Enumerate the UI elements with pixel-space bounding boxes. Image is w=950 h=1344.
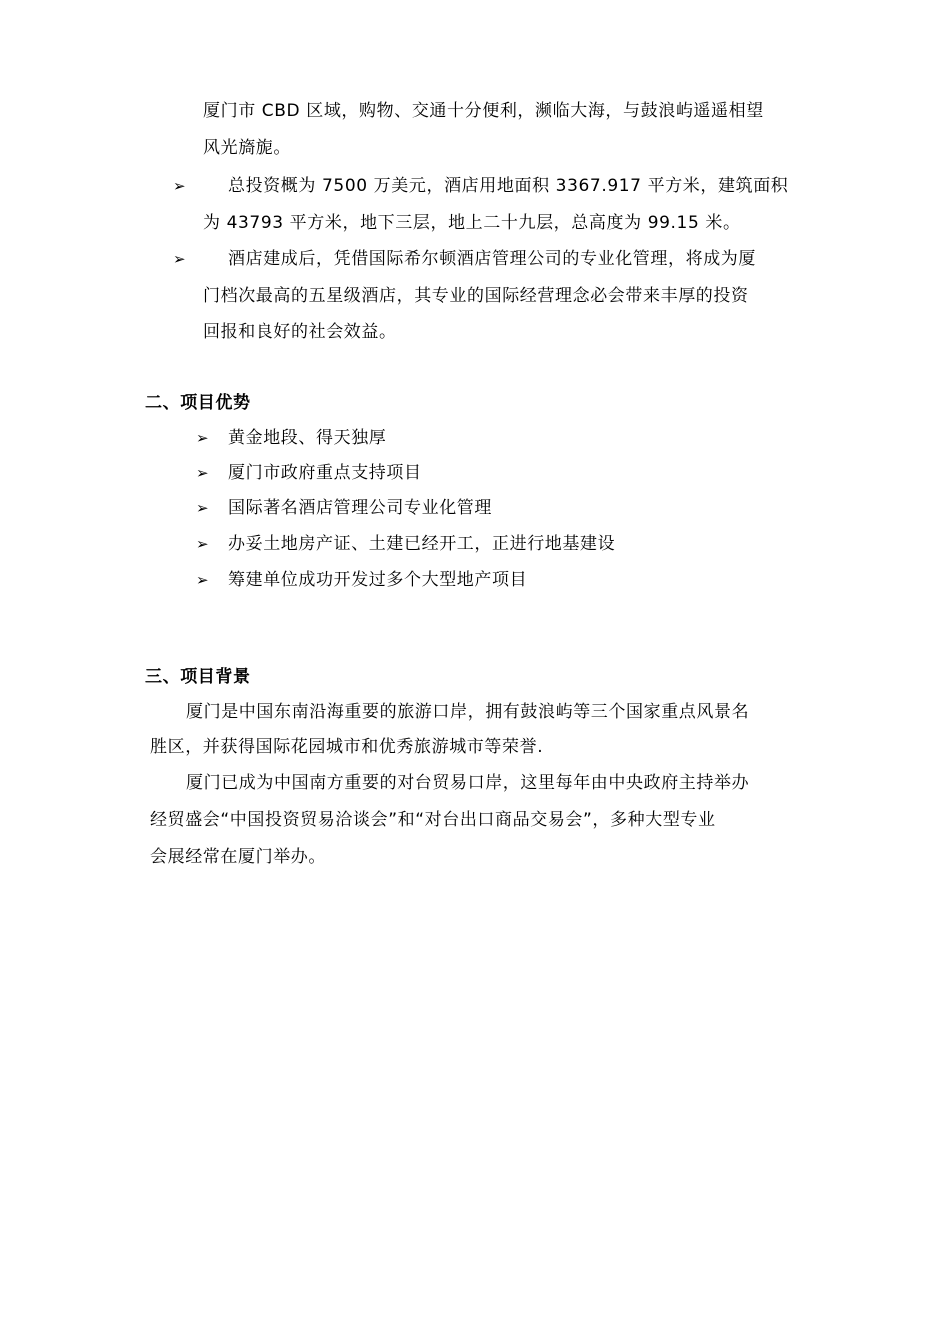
section-heading: 三、项目背景	[145, 667, 251, 687]
background-paragraph-line: 胜区，并获得国际花园城市和优秀旅游城市等荣誉.	[150, 737, 544, 757]
overview-item-line: 回报和良好的社会效益。	[203, 322, 397, 342]
overview-item-line: 酒店建成后，凭借国际希尔顿酒店管理公司的专业化管理，将成为厦	[228, 249, 756, 269]
advantage-item: 黄金地段、得天独厚	[228, 428, 387, 448]
arrow-bullet-icon: ➢	[196, 499, 209, 517]
arrow-bullet-icon: ➢	[173, 250, 186, 268]
arrow-bullet-icon: ➢	[173, 177, 186, 195]
background-paragraph-line: 厦门已成为中国南方重要的对台贸易口岸，这里每年由中央政府主持举办	[186, 773, 750, 793]
arrow-bullet-icon: ➢	[196, 429, 209, 447]
background-paragraph-line: 经贸盛会“中国投资贸易洽谈会”和“对台出口商品交易会”，多种大型专业	[150, 810, 716, 830]
arrow-bullet-icon: ➢	[196, 464, 209, 482]
overview-item-line: 门档次最高的五星级酒店，其专业的国际经营理念必会带来丰厚的投资	[203, 286, 749, 306]
arrow-bullet-icon: ➢	[196, 571, 209, 589]
intro-line: 厦门市 CBD 区域，购物、交通十分便利，濒临大海，与鼓浪屿遥遥相望	[203, 101, 764, 121]
overview-item-line: 为 43793 平方米，地下三层，地上二十九层，总高度为 99.15 米。	[203, 213, 741, 233]
background-paragraph-line: 厦门是中国东南沿海重要的旅游口岸，拥有鼓浪屿等三个国家重点风景名	[186, 702, 750, 722]
advantage-item: 办妥土地房产证、土建已经开工，正进行地基建设	[228, 534, 616, 554]
background-paragraph-line: 会展经常在厦门举办。	[150, 847, 326, 867]
advantage-item: 筹建单位成功开发过多个大型地产项目	[228, 570, 528, 590]
arrow-bullet-icon: ➢	[196, 535, 209, 553]
advantage-item: 国际著名酒店管理公司专业化管理	[228, 498, 492, 518]
section-heading: 二、项目优势	[145, 393, 251, 413]
advantage-item: 厦门市政府重点支持项目	[228, 463, 422, 483]
overview-item-line: 总投资概为 7500 万美元，酒店用地面积 3367.917 平方米，建筑面积	[228, 176, 789, 196]
intro-line: 风光旖旎。	[203, 138, 291, 158]
